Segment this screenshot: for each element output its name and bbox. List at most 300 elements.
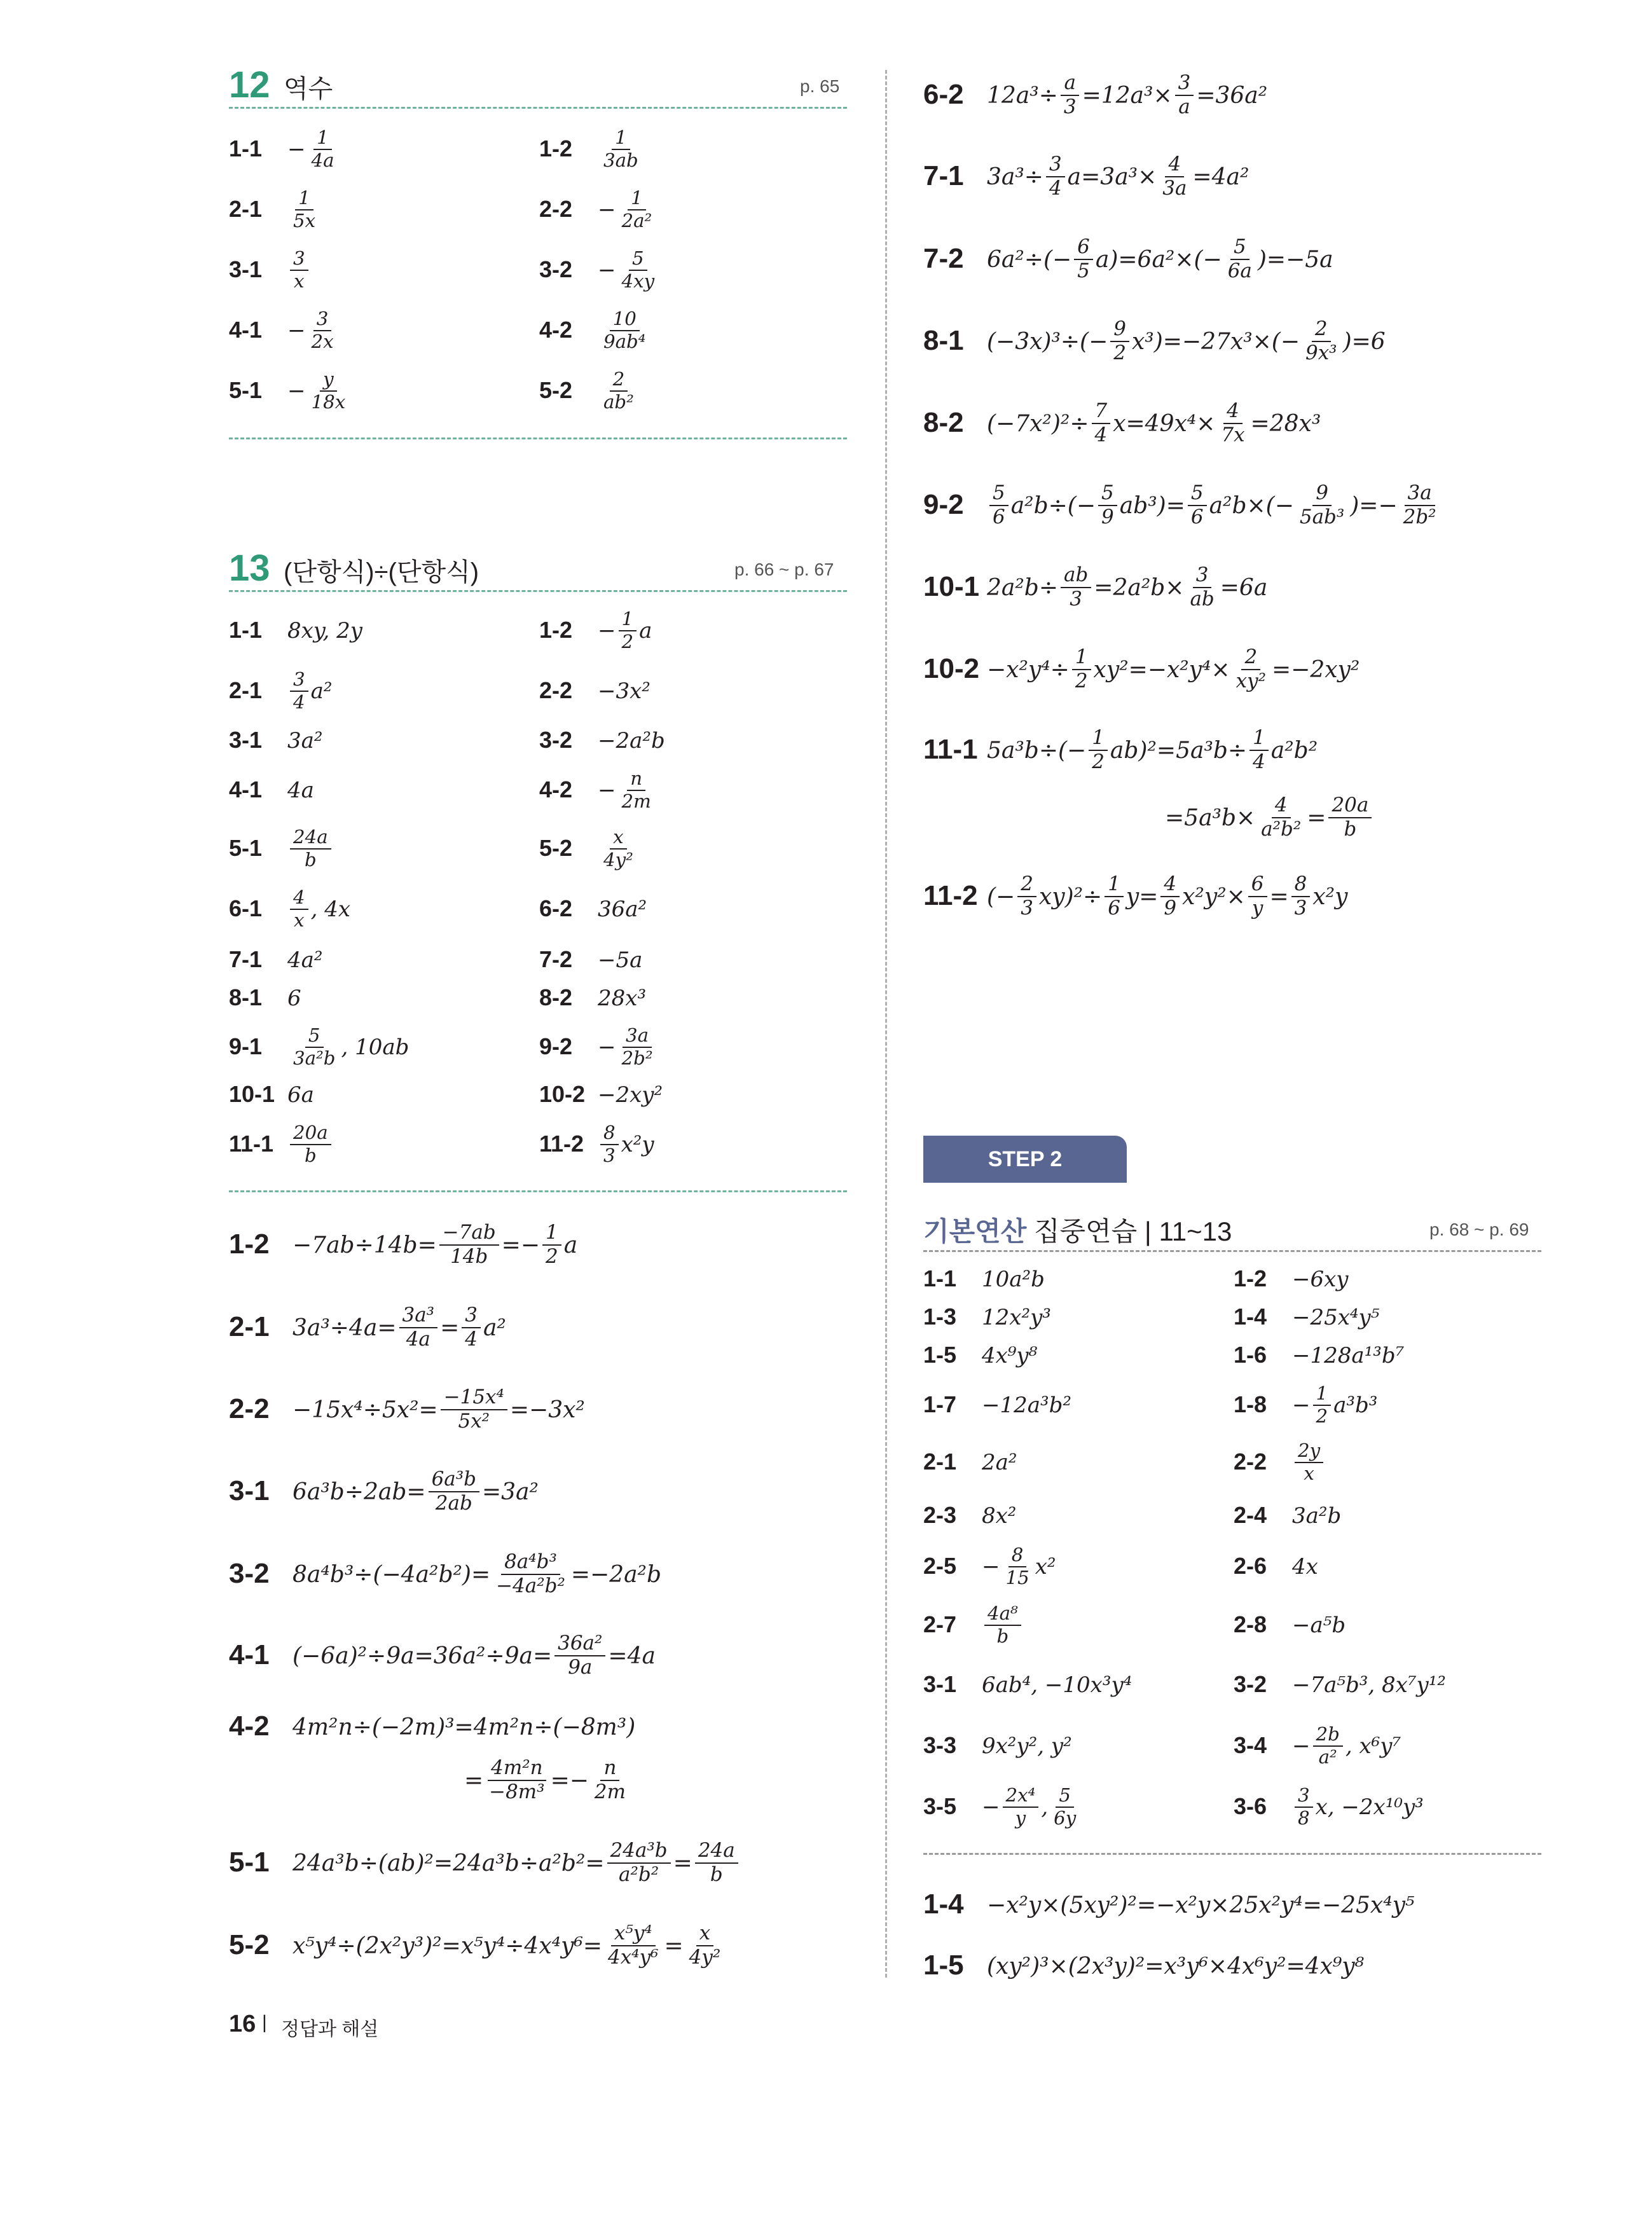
expression-text: )=6: [1342, 328, 1386, 355]
page-number: 16: [229, 2011, 256, 2037]
numerator: 1: [1313, 1383, 1332, 1406]
denominator: a: [1178, 95, 1190, 118]
numerator: 20a: [1328, 794, 1372, 818]
expression-text: ab³)=: [1119, 492, 1185, 519]
expression-text: 6ab⁴, −10x³y⁴: [982, 1672, 1132, 1698]
problem-label: 1-7: [923, 1391, 957, 1417]
numerator: 3: [1295, 1785, 1313, 1808]
problem-label: 5-2: [539, 377, 573, 403]
problem-label: 1-4: [923, 1889, 964, 1920]
fraction: [493, 1551, 568, 1597]
fraction: [399, 1304, 438, 1351]
expression-text: a: [563, 1232, 578, 1258]
section-12-number: 12: [229, 64, 270, 106]
fraction: [600, 308, 649, 352]
denominator: 3: [603, 1145, 616, 1166]
expression-text: 6a³b÷2ab=: [293, 1478, 426, 1505]
expression-text: x⁵y⁴÷(2x²y³)²=x⁵y⁴÷4x⁴y⁶=: [293, 1932, 603, 1959]
expression-text: −7ab÷14b=: [293, 1232, 437, 1258]
problem-label: 2-1: [229, 196, 263, 222]
numerator: 3: [462, 1304, 481, 1328]
section-13-page-ref: p. 66 ~ p. 67: [734, 560, 834, 579]
problem-label: 3-3: [923, 1732, 957, 1758]
fraction: [1160, 873, 1180, 919]
expression-text: 3a³÷: [987, 163, 1043, 190]
expression-text: =−3x²: [509, 1396, 585, 1423]
numerator: 1: [612, 127, 630, 150]
problem-label: 2-5: [923, 1553, 957, 1579]
solution-expression: [293, 1461, 539, 1522]
denominator: xy²: [1236, 670, 1266, 692]
fraction: [1302, 318, 1340, 364]
problem-label: 2-6: [1234, 1553, 1267, 1579]
expression-text: xy)²÷: [1038, 883, 1103, 910]
expression-text: −a⁵b: [1292, 1613, 1346, 1638]
fraction: [600, 127, 642, 171]
expression-text: (−6a)²÷9a=36a²÷9a=: [293, 1642, 553, 1669]
fraction: [1313, 1724, 1343, 1768]
fraction: [1328, 794, 1372, 841]
answer-value: [1292, 1660, 1446, 1710]
expression-text: −: [1292, 1393, 1311, 1418]
expression-text: −12a³b²: [982, 1393, 1072, 1418]
denominator: 4: [1094, 423, 1108, 446]
fraction: [1188, 482, 1207, 528]
fraction: [619, 768, 654, 812]
problem-label: 5-2: [229, 1929, 270, 1960]
numerator: n: [627, 768, 645, 791]
problem-label: 8-2: [539, 984, 573, 1010]
answer-value: [287, 884, 350, 935]
expression-text: x²: [1035, 1554, 1056, 1580]
answer-prefix: 28x³: [598, 986, 647, 1011]
numerator: 1: [1072, 646, 1091, 670]
answer-value: [598, 973, 646, 1024]
answer-value: [598, 1022, 659, 1073]
solution-expression: [293, 1215, 577, 1276]
denominator: 3a: [1162, 177, 1187, 200]
numerator: y: [320, 369, 337, 392]
problem-label: 7-2: [923, 243, 964, 274]
numerator: n: [600, 1757, 619, 1781]
problem-label: 3-1: [229, 1475, 270, 1506]
step-2-bottom-divider: [923, 1853, 1541, 1855]
expression-text: a²b÷(−: [1010, 492, 1096, 519]
answer-value: [1292, 1600, 1346, 1651]
fraction: [1258, 794, 1304, 841]
fraction: [1400, 482, 1440, 528]
expression-text: =: [464, 1767, 484, 1794]
fraction: [686, 1922, 724, 1969]
numerator: x⁵y⁴: [611, 1922, 656, 1946]
answer-value: [1292, 1490, 1341, 1541]
solution-expression: [1165, 787, 1374, 848]
answer-suffix: , 10ab: [341, 1035, 410, 1060]
fraction: [290, 1122, 331, 1166]
answer-prefix: 36a²: [598, 897, 647, 922]
denominator: 2: [546, 1245, 558, 1268]
numerator: 3: [313, 308, 332, 331]
denominator: 2: [1113, 341, 1126, 364]
answer-value: [287, 1119, 334, 1170]
expression-text: 24a³b÷(ab)²=24a³b÷a²b²=: [293, 1850, 605, 1876]
answer-value: [1292, 1437, 1326, 1488]
numerator: 2: [1312, 318, 1331, 342]
numerator: 10: [610, 308, 640, 331]
numerator: 5: [1188, 482, 1207, 506]
problem-label: 1-4: [1234, 1304, 1267, 1330]
problem-label: 3-1: [229, 727, 263, 753]
numerator: ab: [1061, 564, 1091, 588]
expression-text: =−2a²b: [570, 1561, 662, 1588]
fraction: [1050, 1785, 1079, 1829]
denominator: 4y²: [603, 849, 633, 871]
denominator: b: [304, 1145, 317, 1166]
expression-text: 12a³÷: [987, 82, 1058, 109]
expression-text: a³b³: [1333, 1393, 1378, 1418]
problem-label: 9-2: [923, 489, 964, 520]
fraction: [600, 1122, 619, 1166]
problem-label: 11-1: [923, 734, 978, 765]
denominator: 4y²: [689, 1946, 721, 1969]
problem-label: 1-3: [923, 1304, 957, 1330]
denominator: 6a: [1227, 259, 1252, 282]
answer-value: [598, 715, 665, 766]
numerator: 6: [1074, 236, 1093, 260]
denominator: 6y: [1054, 1807, 1077, 1829]
fraction: [1295, 1440, 1323, 1484]
denominator: 14b: [450, 1245, 488, 1268]
numerator: 4m²n: [488, 1757, 546, 1781]
expression-text: 3a²b: [1292, 1503, 1342, 1529]
denominator: b: [710, 1863, 723, 1886]
fraction: [1295, 1785, 1313, 1829]
denominator: 3: [1063, 95, 1077, 118]
numerator: 4: [1165, 153, 1184, 177]
numerator: 8a⁴b³: [501, 1551, 560, 1575]
expression-text: −6xy: [1292, 1267, 1349, 1292]
answer-value: [287, 305, 340, 356]
denominator: 6: [993, 506, 1005, 528]
problem-label: 11-2: [923, 880, 978, 911]
footer-bar: |: [262, 2012, 267, 2033]
denominator: 4: [465, 1328, 478, 1351]
denominator: 9a: [568, 1656, 593, 1679]
denominator: 15: [1005, 1567, 1029, 1588]
answer-prefix: −: [287, 378, 306, 404]
expression-text: =: [673, 1850, 692, 1876]
solution-expression: [987, 475, 1442, 536]
numerator: 8: [1291, 873, 1311, 897]
denominator: 3ab: [603, 149, 638, 171]
expression-text: =36a²: [1196, 82, 1268, 109]
solution-expression: [987, 146, 1249, 207]
problem-label: 1-6: [1234, 1342, 1267, 1368]
answer-value: [598, 765, 657, 816]
answer-value: [287, 715, 323, 766]
section-12-top-divider: [229, 107, 847, 109]
answer-value: [1292, 1541, 1318, 1592]
expression-text: x²y: [1312, 883, 1348, 910]
denominator: x: [1304, 1463, 1314, 1484]
problem-label: 1-2: [229, 1229, 270, 1260]
numerator: 4: [1272, 794, 1291, 818]
fraction: [619, 248, 658, 292]
problem-label: 8-2: [923, 407, 964, 438]
expression-text: x²y²×: [1182, 883, 1246, 910]
problem-label: 10-1: [923, 571, 980, 602]
denominator: 5: [1077, 259, 1090, 282]
solution-expression: [464, 1750, 631, 1811]
denominator: b: [1344, 818, 1357, 841]
answer-value: [1292, 1782, 1424, 1833]
answer-value: [598, 305, 651, 356]
denominator: 6: [1108, 897, 1120, 919]
problem-label: 3-5: [923, 1793, 957, 1819]
fraction: [1003, 1785, 1039, 1829]
problem-label: 3-6: [1234, 1793, 1267, 1819]
expression-text: 2a²b÷: [987, 574, 1059, 601]
denominator: 2: [621, 631, 634, 652]
expression-text: 3a³÷4a=: [293, 1314, 397, 1341]
denominator: 3: [1070, 588, 1082, 610]
expression-text: 2a²: [982, 1450, 1017, 1475]
answer-value: [598, 245, 660, 296]
solution-expression: [987, 65, 1267, 126]
fraction: [290, 248, 308, 292]
fraction: [1248, 873, 1267, 919]
fraction: [429, 1468, 479, 1515]
numerator: 1: [313, 127, 332, 150]
answer-value: [598, 666, 650, 717]
answer-value: [598, 884, 647, 935]
answer-value: [1292, 1380, 1377, 1431]
fraction: [600, 827, 637, 871]
section-13-bottom-divider: [229, 1190, 847, 1192]
expression-text: =: [1307, 804, 1326, 831]
numerator: 6: [1248, 873, 1267, 897]
denominator: a²b²: [619, 1863, 659, 1886]
answer-prefix: 6a: [287, 1082, 314, 1108]
expression-text: =4a: [608, 1642, 656, 1669]
denominator: 4: [293, 691, 305, 713]
denominator: 6: [1190, 506, 1204, 528]
denominator: 3a²b: [293, 1047, 336, 1069]
section-13-top-divider: [229, 590, 847, 592]
column-separator: [885, 70, 887, 1978]
answer-prefix: 8xy, 2y: [287, 618, 362, 644]
fraction: [619, 188, 656, 231]
problem-label: 5-1: [229, 835, 263, 861]
problem-label: 1-2: [539, 135, 573, 162]
expression-text: 8a⁴b³÷(−4a²b²)=: [293, 1561, 491, 1588]
problem-label: 8-1: [229, 984, 263, 1010]
fraction: [441, 1386, 507, 1433]
expression-text: a)=6a²×(−: [1095, 246, 1222, 273]
answer-value: [982, 1600, 1024, 1651]
answer-prefix: −3x²: [598, 678, 650, 704]
denominator: 7x: [1221, 423, 1245, 446]
problem-label: 6-2: [923, 79, 964, 110]
solution-expression: [987, 229, 1333, 290]
fraction: [1092, 400, 1111, 446]
fraction: [1291, 873, 1311, 919]
answer-prefix: −: [287, 137, 306, 162]
denominator: 4: [1049, 177, 1062, 200]
answer-prefix: 4a: [287, 778, 314, 803]
fraction: [542, 1222, 561, 1268]
numerator: 6a³b: [429, 1468, 479, 1492]
answer-value: [982, 1721, 1072, 1772]
expression-text: 10a²b: [982, 1267, 1045, 1292]
problem-label: 11-2: [539, 1131, 584, 1157]
numerator: 2x⁴: [1003, 1785, 1039, 1808]
solution-expression: [987, 311, 1386, 372]
numerator: 7: [1092, 400, 1111, 424]
fraction: [1061, 72, 1080, 118]
answer-prefix: −5a: [598, 947, 643, 973]
expression-text: x=49x⁴×: [1113, 410, 1216, 437]
denominator: 2m: [621, 790, 651, 812]
problem-label: 9-2: [539, 1033, 573, 1059]
fraction: [1175, 72, 1194, 118]
expression-text: y=: [1125, 883, 1159, 910]
numerator: 2b: [1313, 1724, 1343, 1747]
denominator: y: [1015, 1807, 1026, 1829]
problem-label: 7-1: [229, 946, 263, 972]
numerator: x: [696, 1922, 713, 1946]
problem-label: 11-1: [229, 1131, 274, 1157]
problem-label: 4-2: [539, 776, 573, 802]
denominator: 9x³: [1305, 341, 1337, 364]
numerator: 3a: [623, 1025, 652, 1048]
numerator: a: [1061, 72, 1078, 96]
denominator: 4: [1253, 750, 1265, 773]
expression-text: 12x²y³: [982, 1305, 1051, 1330]
expression-text: 6a²÷(−: [987, 246, 1072, 273]
problem-label: 3-2: [229, 1558, 270, 1589]
answer-suffix: a²: [310, 678, 333, 704]
solution-expression: [987, 866, 1347, 927]
numerator: 1: [628, 188, 646, 210]
numerator: 8: [1008, 1545, 1027, 1567]
expression-text: −: [1292, 1733, 1311, 1759]
fraction: [439, 1222, 499, 1268]
answer-value: [287, 666, 333, 717]
problem-label: 5-1: [229, 1847, 270, 1878]
numerator: 24a: [695, 1840, 738, 1864]
expression-text: =3a²: [481, 1478, 539, 1505]
fraction: [989, 482, 1008, 528]
fraction: [290, 1025, 338, 1069]
numerator: 9: [1110, 318, 1129, 342]
problem-label: 5-2: [539, 835, 573, 861]
numerator: 3a: [1405, 482, 1435, 506]
answer-suffix: x²y: [621, 1132, 654, 1157]
fraction: [591, 1757, 629, 1803]
answer-prefix: −: [598, 1035, 616, 1060]
solution-expression: [987, 720, 1318, 781]
numerator: 5: [629, 248, 647, 271]
problem-label: 4-2: [229, 1710, 270, 1742]
denominator: y: [1251, 897, 1263, 919]
denominator: 2x: [311, 331, 334, 352]
expression-text: =−: [501, 1232, 540, 1258]
problem-label: 4-1: [229, 776, 263, 802]
denominator: 2a²: [621, 210, 652, 231]
solution-expression: [987, 1875, 1414, 1936]
numerator: 4: [1160, 873, 1180, 897]
problem-label: 5-1: [229, 377, 263, 403]
expression-text: =: [664, 1932, 684, 1959]
fraction: [1061, 564, 1091, 610]
fraction: [462, 1304, 481, 1351]
fraction: [1110, 318, 1129, 364]
denominator: 2: [1075, 670, 1088, 692]
solution-expression: [293, 1625, 656, 1686]
problem-label: 3-2: [1234, 1671, 1267, 1697]
denominator: 9: [1101, 506, 1114, 528]
expression-text: =2a²b×: [1094, 574, 1185, 601]
problem-label: 9-1: [229, 1033, 263, 1059]
problem-label: 6-2: [539, 895, 573, 921]
denominator: −8m³: [489, 1780, 545, 1803]
numerator: 3: [290, 248, 308, 271]
denominator: b: [996, 1625, 1009, 1647]
answer-value: [287, 765, 314, 816]
numerator: 24a: [290, 827, 331, 850]
expression-text: 9x²y², y²: [982, 1733, 1072, 1759]
expression-text: ,: [1041, 1794, 1049, 1820]
expression-text: =: [440, 1314, 460, 1341]
problem-label: 3-2: [539, 256, 573, 282]
section-13-number: 13: [229, 547, 270, 589]
answer-value: [982, 1490, 1016, 1541]
fraction: [290, 887, 308, 931]
fraction: [308, 308, 337, 352]
numerator: 1: [1105, 873, 1124, 897]
answer-suffix: , 4x: [310, 897, 351, 922]
denominator: 3: [1021, 897, 1033, 919]
answer-value: [287, 1022, 409, 1073]
denominator: 9ab⁴: [603, 331, 646, 352]
fraction: [695, 1840, 738, 1886]
numerator: 5: [305, 1025, 324, 1048]
numerator: 3: [1175, 72, 1194, 96]
expression-text: =6a: [1220, 574, 1268, 601]
answer-value: [982, 1541, 1056, 1592]
denominator: 5x²: [458, 1410, 490, 1433]
expression-text: )=−5a: [1257, 246, 1333, 273]
expression-text: (−: [987, 883, 1015, 910]
denominator: ab²: [603, 391, 634, 413]
numerator: 1: [1089, 727, 1108, 751]
fraction: [600, 369, 637, 413]
denominator: 2b²: [1403, 506, 1436, 528]
step-2-title: [923, 1211, 1232, 1249]
solution-expression: [293, 1697, 635, 1758]
denominator: 5x: [293, 210, 316, 231]
expression-text: a²b×(−: [1209, 492, 1294, 519]
expression-text: xy²=−x²y⁴×: [1093, 656, 1230, 683]
expression-text: −x²y⁴÷: [987, 656, 1070, 683]
step-2-title-bold: 기본연산: [923, 1216, 1027, 1246]
expression-text: =−: [550, 1767, 589, 1794]
solution-expression: [987, 393, 1321, 454]
expression-text: 4x: [1292, 1554, 1318, 1580]
fraction: [1297, 482, 1347, 528]
problem-label: 2-2: [539, 677, 573, 703]
